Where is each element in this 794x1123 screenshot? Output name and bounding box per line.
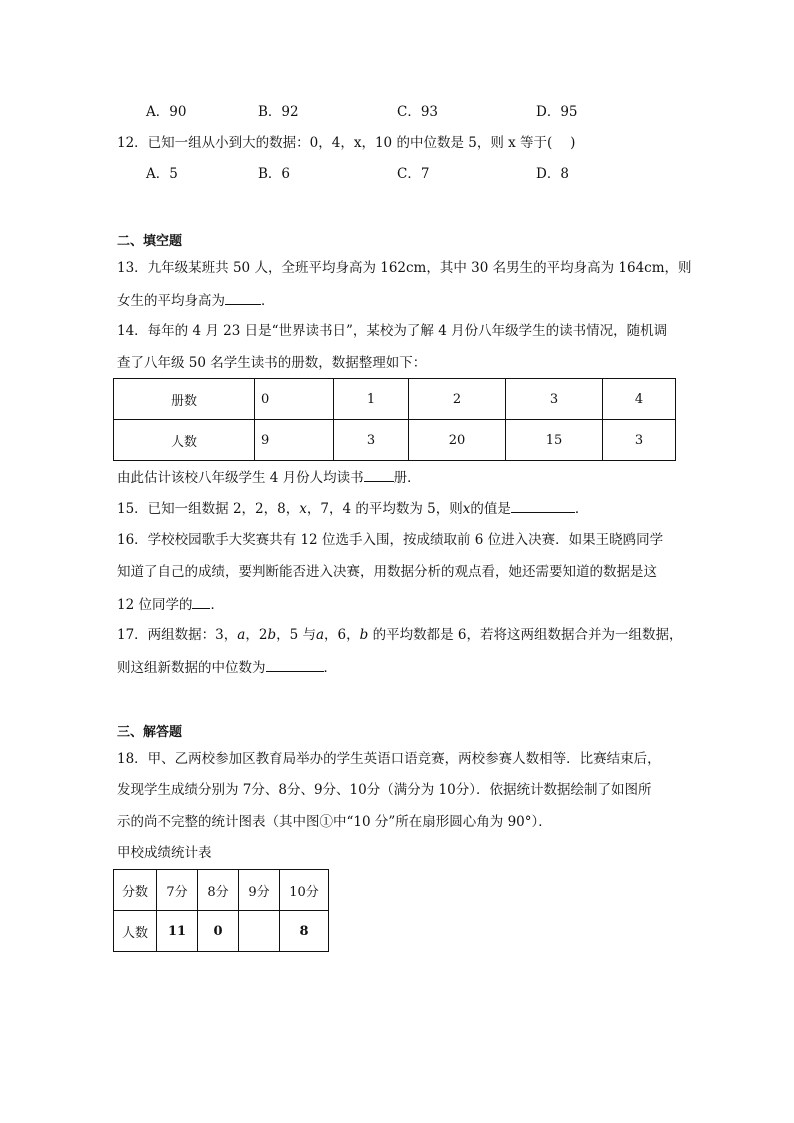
table-row [114,911,329,952]
q17-var-b2: b [359,627,369,643]
q15-answer-blank[interactable] [511,498,575,513]
q16-end: ． [210,597,224,613]
table-row [114,420,676,461]
table-cell: 11 [157,911,198,952]
q17-line-2 [117,657,337,678]
q14-line-1: 14．每年的 4 月 23 日是“世界读书日”，某校为了解 4 月份八年级学生的读书情况，随机调 [117,323,668,339]
table-cell: 分数 [114,870,157,911]
table-cell: 0 [255,379,334,420]
table-cell: 0 [198,911,239,952]
q12-option-b: B．6 [258,166,291,182]
table-cell[interactable] [239,911,280,952]
q17-text-pre: 17．两组数据：3， [117,627,238,643]
q17-answer-blank[interactable] [266,657,324,672]
q13-line-2 [117,290,275,311]
q13-text: 女生的平均身高为 [117,293,225,309]
q11-option-c: C．93 [397,104,439,120]
section-2-title: 二、填空题 [117,234,183,249]
q17-var-a2: a [315,627,325,643]
table-cell: 8分 [198,870,239,911]
table-cell: 4 [603,379,676,420]
q12-option-c: C．7 [397,166,430,182]
q11-option-d: D．95 [536,104,578,120]
q14-answer-blank[interactable] [364,467,394,482]
q17-line-1 [117,625,682,645]
q17-var-a: a [237,627,246,643]
q15-var-x: x [299,501,307,517]
q11-option-a: A．90 [146,104,187,120]
table-cell: 人数 [114,911,157,952]
q16-line-2: 知道了自己的成绩，要判断能否进入决赛，用数据分析的观点看，她还需要知道的数据是这 [117,564,657,580]
circled-one-icon: ① [319,814,333,830]
q18-text-post: 中“10 分”所在扇形圆心角为 90°）． [333,814,552,830]
q14-data-table [113,378,676,461]
q18-line-2: 发现学生成绩分别为 7分、8分、9分、10分（满分为 10分）．依据统计数据绘制了如图所 [117,782,652,798]
table-cell: 1 [334,379,409,420]
q15-text-pre: 15．已知一组数据 2，2，8， [117,501,300,517]
q13-end: ． [261,293,275,309]
q16-text: 12 位同学的 [117,597,193,613]
q18-text-pre: 示的尚不完整的统计图表（其中图 [117,814,320,830]
table-cell: 7分 [157,870,198,911]
q13-answer-blank[interactable] [225,290,261,305]
table-cell: 20 [409,420,506,461]
table-cell: 3 [334,420,409,461]
table-cell: 3 [506,379,603,420]
q15-text-post: 的值是 [470,501,511,517]
q14-after [117,467,421,488]
table-row-label: 人数 [114,420,255,461]
q12-stem: 12．已知一组从小到大的数据：0，4，x，10 的中位数是 5，则 x 等于( ) [117,135,576,151]
table-cell: 10分 [280,870,329,911]
table-header-label: 册数 [114,379,255,420]
section-3-title: 三、解答题 [117,725,183,740]
q14-after-text: 由此估计该校八年级学生 4 月份人均读书 [117,470,364,486]
table-row [114,379,676,420]
q14-line-2: 查了八年级 50 名学生读书的册数，数据整理如下： [117,355,427,371]
table-cell: 2 [409,379,506,420]
q15-text-mid: ，7，4 的平均数为 5，则 [306,501,463,517]
q17-var-b: b [267,627,277,643]
q16-answer-blank[interactable] [192,594,210,609]
q12-option-d: D．8 [536,166,569,182]
q16-line-1: 16．学校校园歌手大奖赛共有 12 位选手入围，按成绩取前 6 位进入决赛．如果王晓鸥同学 [117,532,664,548]
q13-line-1: 13．九年级某班共 50 人，全班平均身高为 162cm，其中 30 名男生的平均身高为 164cm，则 [117,260,692,276]
q15-end: ． [574,501,589,517]
table-cell: 9分 [239,870,280,911]
q17-sep-1: ，2 [245,627,268,643]
q18-line-3 [117,812,552,832]
table-cell: 3 [603,420,676,461]
q18-score-table [113,869,329,952]
q17-end: ． [323,660,337,676]
table-row [114,870,329,911]
q11-option-b: B．92 [258,104,299,120]
q18-line-1: 18．甲、乙两校参加区教育局举办的学生英语口语竞赛，两校参赛人数相等．比赛结束后， [117,751,661,767]
q15-line [117,498,588,519]
q18-table-title: 甲校成绩统计表 [117,845,212,861]
q12-option-a: A．5 [146,166,178,182]
q17-text-mid: ，5 与 [276,627,316,643]
q14-after-end: 册． [393,470,421,486]
q15-var-x2: x [462,501,471,517]
table-cell: 9 [255,420,334,461]
q16-line-3 [117,594,224,615]
q17-text: 则这组新数据的中位数为 [117,660,266,676]
table-cell: 8 [280,911,329,952]
q17-text-post: 的平均数都是 6，若将这两组数据合并为一组数据， [368,627,683,643]
q17-sep-2: ，6， [324,627,360,643]
table-cell: 15 [506,420,603,461]
